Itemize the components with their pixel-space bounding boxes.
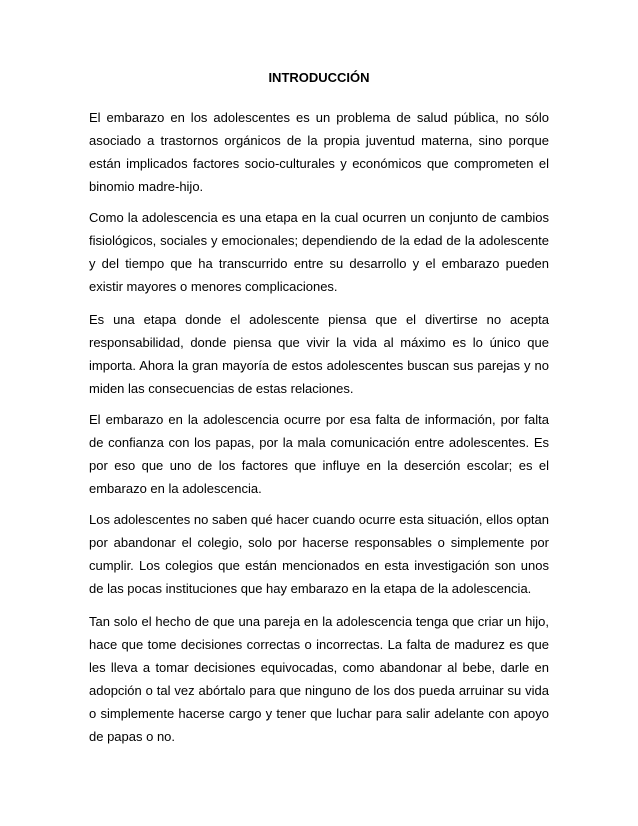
paragraph-3: Es una etapa donde el adolescente piensa que el divertirse no acepta responsabilidad, donde piensa que vivir la vida al máximo es lo único que importa. Ahora la gran mayoría de estos adolescentes buscan sus parejas y no miden las consecuencias de estas relaciones. [89,312,549,396]
page-title: INTRODUCCIÓN [268,70,370,85]
paragraph-5: Los adolescentes no saben qué hacer cuando ocurre esta situación, ellos optan por abandonar el colegio, solo por hacerse responsables o simplemente por cumplir. Los colegios que están mencionados en esta investigación son unos de las pocas instituciones que hay embarazo en la etapa de la adolescencia. [89,512,549,596]
paragraph-2: Como la adolescencia es una etapa en la cual ocurren un conjunto de cambios fisiológicos, sociales y emocionales; dependiendo de la edad de la adolescente y del tiempo que ha transcurrido entre su desarrollo y el embarazo pueden existir mayores o menores complicaciones. [89,210,549,294]
paragraph-1: El embarazo en los adolescentes es un problema de salud pública, no sólo asociado a trastornos orgánicos de la propia juventud materna, sino porque están implicados factores socio-culturales y económicos que comprometen el binomio madre-hijo. [89,110,549,194]
paragraph-4: El embarazo en la adolescencia ocurre por esa falta de información, por falta de confianza con los papas, por la mala comunicación entre adolescentes. Es por eso que uno de los factores que influye en la deserción escolar; es el embarazo en la adolescencia. [89,412,549,496]
paragraph-6: Tan solo el hecho de que una pareja en la adolescencia tenga que criar un hijo, hace que tome decisiones correctas o incorrectas. La falta de madurez es que les lleva a tomar decisiones equivocadas, como abandonar al bebe, darle en adopción o tal vez abórtalo para que ninguno de los dos pueda arruinar su vida o simplemente hacerse cargo y tener que luchar para salir adelante con apoyo de papas o no. [89,614,549,744]
